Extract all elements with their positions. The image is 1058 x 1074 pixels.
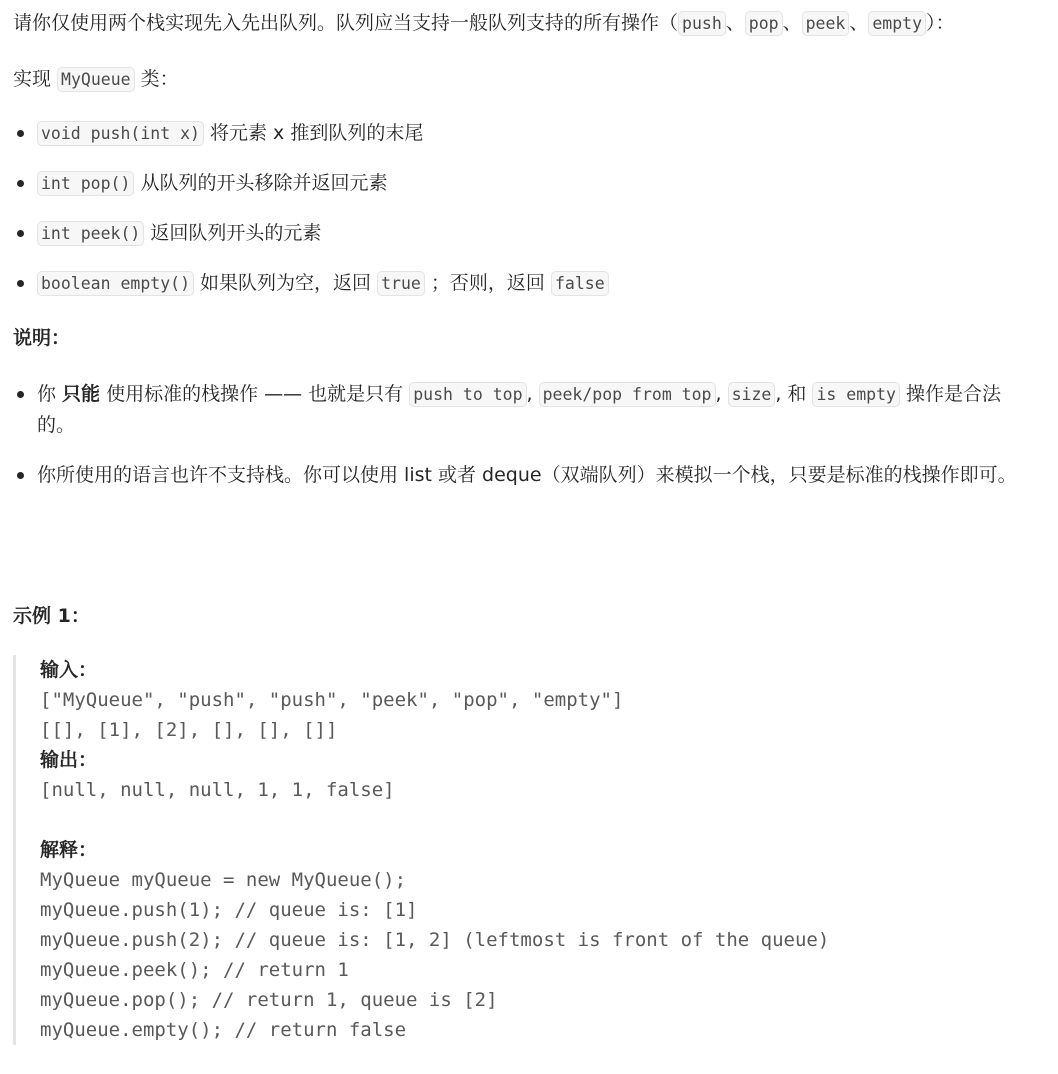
note-text: 你 <box>37 383 63 405</box>
api-list <box>13 118 1053 318</box>
input-line: [[], [1], [2], [], [], []] <box>40 719 338 741</box>
api-code: void push(int x) <box>37 121 204 146</box>
explain-label: 解释： <box>40 839 98 861</box>
op-code: size <box>728 382 776 407</box>
op-empty-code: empty <box>868 11 926 36</box>
explain-line: myQueue.push(2); // queue is: [1, 2] (leftmost is front of the queue) <box>40 929 830 951</box>
api-item-push <box>13 118 1053 168</box>
input-line: ["MyQueue", "push", "push", "peek", "pop", "empty"] <box>40 689 624 711</box>
api-code: int peek() <box>37 221 144 246</box>
intro-sep: 、 <box>782 12 802 34</box>
output-line: [null, null, null, 1, 1, false] <box>40 779 395 801</box>
api-item-pop <box>13 168 1053 218</box>
example-block <box>13 655 1043 1045</box>
example-heading: 示例 1： <box>13 605 90 627</box>
op-pop-code: pop <box>745 11 783 36</box>
explain-line: myQueue.peek(); // return 1 <box>40 959 349 981</box>
intro-text: 请你仅使用两个栈实现先入先出队列。队列应当支持一般队列支持的所有操作（ <box>13 12 679 34</box>
spacer <box>40 805 1043 835</box>
explain-line: myQueue.empty(); // return false <box>40 1019 407 1041</box>
input-label: 输入： <box>40 659 98 681</box>
api-desc: 返回队列开头的元素 <box>144 222 322 244</box>
op-code: is empty <box>812 382 899 407</box>
note-text: 操作是合法的。 <box>37 383 1001 436</box>
intro-end: ）： <box>926 12 955 34</box>
note-item-language: 你所使用的语言也许不支持栈。你可以使用 list 或者 deque（双端队列）来模拟一个栈，只要是标准的栈操作即可。 <box>13 460 1033 491</box>
api-desc: 将元素 x 推到队列的末尾 <box>203 122 424 144</box>
api-item-empty <box>13 268 1053 318</box>
explain-line: myQueue.pop(); // return 1, queue is [2] <box>40 989 498 1011</box>
notes-list <box>13 379 1033 510</box>
api-desc: 从队列的开头移除并返回元素 <box>134 172 388 194</box>
true-code: true <box>377 271 425 296</box>
op-code: peek/pop from top <box>539 382 716 407</box>
implement-suffix: 类： <box>134 68 179 90</box>
note-sep: , 和 <box>775 383 813 405</box>
api-item-peek <box>13 218 1053 268</box>
op-code: push to top <box>409 382 526 407</box>
note-text: 使用标准的栈操作 —— 也就是只有 <box>100 383 410 405</box>
implement-prefix: 实现 <box>13 68 58 90</box>
explain-line: myQueue.push(1); // queue is: [1] <box>40 899 418 921</box>
note-emphasis: 只能 <box>62 383 101 405</box>
explain-line: MyQueue myQueue = new MyQueue(); <box>40 869 407 891</box>
notes-heading: 说明： <box>13 327 71 349</box>
class-name-code: MyQueue <box>57 67 135 92</box>
false-code: false <box>551 271 609 296</box>
implement-paragraph <box>13 64 179 95</box>
api-code: int pop() <box>37 171 134 196</box>
note-sep: , <box>526 383 539 405</box>
output-label: 输出： <box>40 749 98 771</box>
intro-sep: 、 <box>725 12 745 34</box>
note-sep: , <box>715 383 728 405</box>
note-item-stack-ops <box>13 379 1033 441</box>
api-code: boolean empty() <box>37 271 194 296</box>
api-desc: 如果队列为空，返回 <box>194 272 378 294</box>
intro-paragraph <box>13 8 955 39</box>
op-push-code: push <box>678 11 726 36</box>
op-peek-code: peek <box>802 11 850 36</box>
intro-sep: 、 <box>849 12 869 34</box>
api-desc-2: ；否则，返回 <box>424 272 551 294</box>
